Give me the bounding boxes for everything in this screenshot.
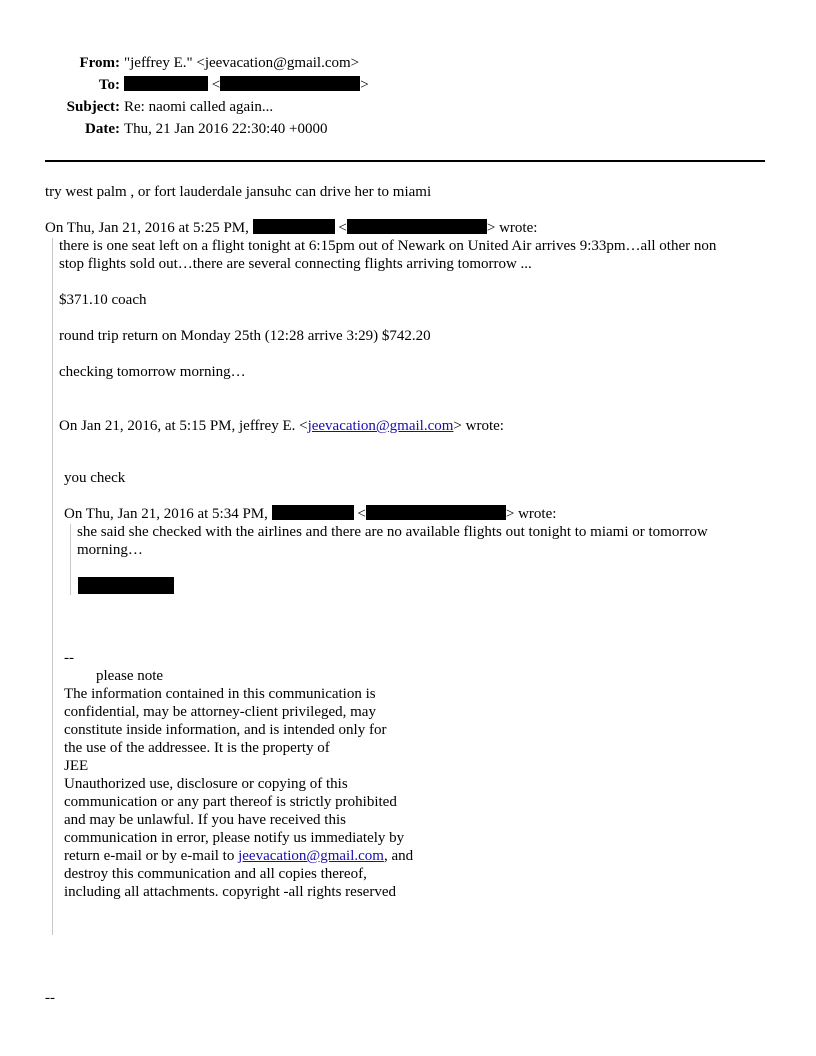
quote1-attribution: On Thu, Jan 21, 2016 at 5:25 PM, < > wrote: bbox=[45, 220, 538, 236]
q1-return: round trip return on Monday 25th (12:28 arrive 3:29) $742.20 bbox=[59, 328, 431, 344]
quote-bar-level2 bbox=[70, 524, 71, 595]
notice-line: communication or any part thereof is strictly prohibited bbox=[64, 794, 397, 810]
notice-line: and may be unlawful. If you have received this bbox=[64, 812, 346, 828]
redaction-box bbox=[366, 505, 506, 520]
quote3-attribution: On Thu, Jan 21, 2016 at 5:34 PM, < > wrote: bbox=[64, 506, 557, 522]
subject-value: Re: naomi called again... bbox=[124, 99, 274, 115]
q1-line1: there is one seat left on a flight tonight at 6:15pm out of Newark on United Air arrives 9:33pm…all other non bbox=[59, 238, 717, 254]
notice-line: return e-mail or by e-mail to jeevacation@gmail.com, and bbox=[64, 848, 414, 864]
redaction-box bbox=[272, 505, 354, 520]
notice-line: including all attachments. copyright -all rights reserved bbox=[64, 884, 396, 900]
please-note: please note bbox=[96, 668, 164, 684]
date-label: Date: bbox=[85, 121, 120, 137]
header-divider bbox=[45, 160, 765, 162]
redaction-box bbox=[347, 219, 487, 234]
q3-line1: she said she checked with the airlines and there are no available flights out tonight to miami or tomorrow bbox=[77, 524, 708, 540]
q1-checking: checking tomorrow morning… bbox=[59, 364, 246, 380]
quote2-attribution: On Jan 21, 2016, at 5:15 PM, jeffrey E. <jeevacation@gmail.com> wrote: bbox=[59, 418, 504, 434]
to-value: < > bbox=[124, 76, 369, 94]
reply-text: try west palm , or fort lauderdale jansuhc can drive her to miami bbox=[45, 184, 432, 200]
redaction-box bbox=[78, 577, 174, 594]
redaction-box bbox=[124, 76, 208, 91]
redaction-box bbox=[253, 219, 335, 234]
notice-line: The information contained in this communication is bbox=[64, 686, 376, 702]
q2-you-check: you check bbox=[64, 470, 126, 486]
notice-line: JEE bbox=[64, 758, 89, 774]
notice-line: Unauthorized use, disclosure or copying of this bbox=[64, 776, 348, 792]
date-value: Thu, 21 Jan 2016 22:30:40 +0000 bbox=[124, 121, 328, 137]
notice-line: destroy this communication and all copies thereof, bbox=[64, 866, 367, 882]
confidentiality-notice bbox=[64, 685, 413, 901]
notice-line: the use of the addressee. It is the property of bbox=[64, 740, 330, 756]
notice-line: confidential, may be attorney-client privileged, may bbox=[64, 704, 376, 720]
from-value: "jeffrey E." <jeevacation@gmail.com> bbox=[124, 55, 360, 71]
quote-bar-level1 bbox=[52, 238, 53, 935]
q1-price: $371.10 coach bbox=[59, 292, 147, 308]
notice-line: communication in error, please notify us immediately by bbox=[64, 830, 405, 846]
subject-label: Subject: bbox=[66, 99, 120, 115]
email-link[interactable]: jeevacation@gmail.com bbox=[238, 848, 384, 864]
redaction-box bbox=[220, 76, 360, 91]
footer-dashes: -- bbox=[45, 990, 55, 1006]
notice-line: constitute inside information, and is intended only for bbox=[64, 722, 387, 738]
email-link[interactable]: jeevacation@gmail.com bbox=[307, 418, 454, 434]
to-label: To: bbox=[98, 77, 120, 93]
signature-dashes: -- bbox=[64, 650, 74, 666]
q3-line2: morning… bbox=[77, 542, 143, 558]
from-label: From: bbox=[79, 55, 120, 71]
q1-line2: stop flights sold out…there are several connecting flights arriving tomorrow ... bbox=[59, 256, 532, 272]
